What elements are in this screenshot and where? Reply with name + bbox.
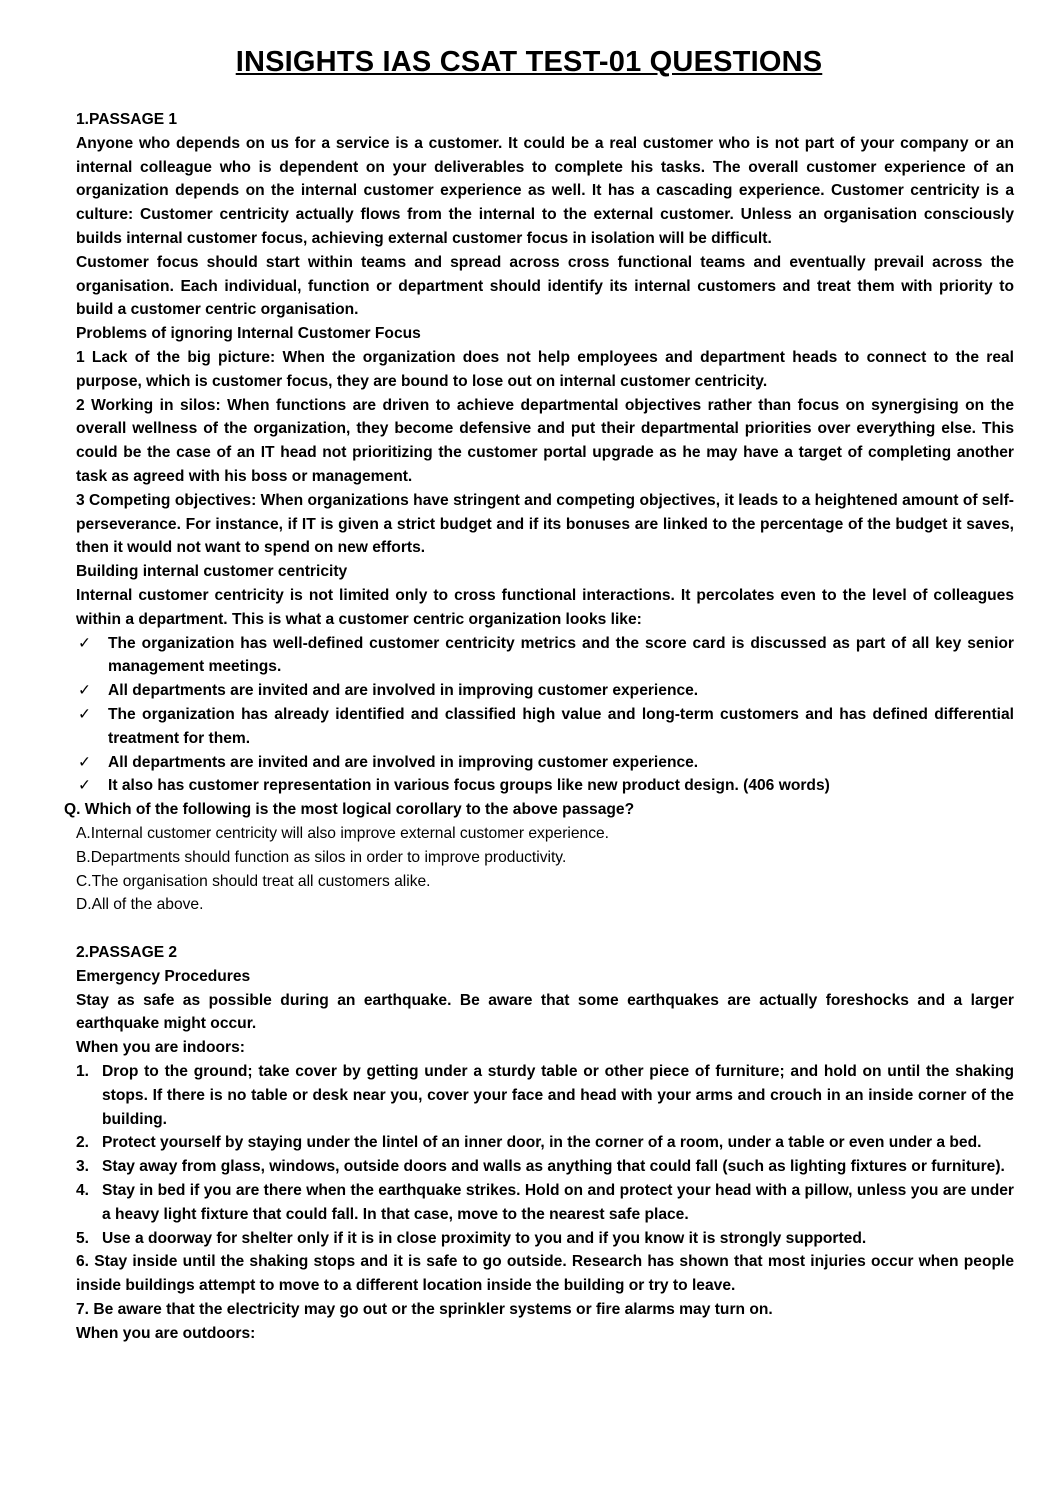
procedure-text: Stay away from glass, windows, outside doors and walls as anything that could fall (such as lighting fixtures or furniture).	[102, 1158, 1005, 1176]
option-b: B.Departments should function as silos in order to improve productivity.	[76, 848, 567, 866]
procedure-item	[76, 1060, 1014, 1131]
building-text: Internal customer centricity is not limited only to cross functional interactions. It percolates even to the level of colleagues within a department. This is what a customer centric organization looks like:	[76, 586, 1014, 628]
checklist-item-text: All departments are invited and are involved in improving customer experience.	[108, 682, 699, 700]
procedure-number: 2.	[76, 1134, 90, 1152]
checkmark-icon: ✓	[78, 682, 92, 700]
procedure-number: 3.	[76, 1158, 90, 1176]
procedure-item	[76, 1227, 1014, 1251]
indoor-procedures-list	[76, 1060, 1014, 1250]
checklist-item	[76, 751, 1014, 775]
procedure-number: 4.	[76, 1182, 90, 1200]
procedure-number: 1.	[76, 1063, 90, 1081]
passage1-paragraph-2: Customer focus should start within teams and spread across cross functional teams and eventually prevail across the organisation. Each individual, function or department should identify its internal customers and treat them with priority to build a customer centric organisation.	[76, 253, 1014, 319]
passage1-paragraph-1: Anyone who depends on us for a service is a customer. It could be a real customer who is not part of your company or an internal colleague who is dependent on your deliverables to complete his tasks. The overall customer experience of an organization depends on the internal customer experience as well. It has a cascading experience. Customer centricity is a culture: Customer centricity actually flows from the internal to the external customer. Unless an organisation consciously builds internal customer focus, achieving external customer focus in isolation will be difficult.	[76, 134, 1014, 247]
checklist-item	[76, 774, 1014, 798]
problem-item-1: 1 Lack of the big picture: When the organization does not help employees and department heads to connect to the real purpose, which is customer focus, they are bound to lose out on internal customer centricity.	[76, 348, 1014, 390]
passage2-heading: 2.PASSAGE 2	[76, 944, 178, 962]
checklist-item	[76, 703, 1014, 751]
procedure-item-6: 6. Stay inside until the shaking stops and it is safe to go outside. Research has shown that most injuries occur when people inside buildings attempt to move to a different location inside the building or try to leave.	[76, 1253, 1014, 1295]
checkmark-icon: ✓	[78, 753, 92, 771]
procedure-item-7: 7. Be aware that the electricity may go out or the sprinkler systems or fire alarms may turn on.	[76, 1301, 773, 1319]
passage1-subheading-building: Building internal customer centricity	[76, 563, 348, 581]
checkmark-icon: ✓	[78, 777, 92, 795]
indoors-heading: When you are indoors:	[76, 1039, 245, 1057]
question-text: Q. Which of the following is the most logical corollary to the above passage?	[64, 801, 635, 819]
procedure-text: Stay in bed if you are there when the earthquake strikes. Hold on and protect your head with a pillow, unless you are under a heavy light fixture that could fall. In that case, move to the nearest safe place.	[102, 1182, 1014, 1223]
procedure-number: 5.	[76, 1229, 90, 1247]
option-a: A.Internal customer centricity will also improve external customer experience.	[76, 824, 609, 842]
problem-item-2: 2 Working in silos: When functions are driven to achieve departmental objectives rather than focus on synergising on the overall wellness of the organization, they become defensive and put their departmental priorities over everything else. This could be the case of an IT head not prioritizing the customer portal upgrade as he may have a target of completing another task as agreed with his boss or management.	[76, 396, 1014, 485]
passage2-subheading: Emergency Procedures	[76, 967, 251, 985]
section-spacer	[76, 917, 1014, 941]
checklist	[76, 632, 1014, 799]
checklist-item	[76, 679, 1014, 703]
checklist-item-text: The organization has well-defined customer centricity metrics and the score card is discussed as part of all key senior management meetings.	[108, 634, 1014, 676]
procedure-text: Use a doorway for shelter only if it is in close proximity to you and if you know it is strongly supported.	[102, 1229, 867, 1247]
checklist-item-text: It also has customer representation in various focus groups like new product design. (406 words)	[108, 777, 830, 795]
procedure-text: Protect yourself by staying under the lintel of an inner door, in the corner of a room, under a table or even under a bed.	[102, 1134, 982, 1152]
page-title: INSIGHTS IAS CSAT TEST-01 QUESTIONS	[235, 46, 823, 78]
checklist-item-text: The organization has already identified and classified high value and long-term customers and has defined differential treatment for them.	[108, 705, 1014, 747]
checkmark-icon: ✓	[78, 634, 92, 652]
procedure-item	[76, 1131, 1014, 1155]
option-c: C.The organisation should treat all customers alike.	[76, 872, 431, 890]
document-body	[64, 108, 1014, 1346]
passage1-heading: 1.PASSAGE 1	[76, 111, 178, 128]
problem-item-3: 3 Competing objectives: When organizations have stringent and competing objectives, it leads to a heightened amount of self-perseverance. For instance, if IT is given a strict budget and if its bonuses are linked to the percentage of the budget it saves, then it would not want to spend on new efforts.	[76, 491, 1014, 557]
checklist-item	[76, 632, 1014, 680]
checklist-item-text: All departments are invited and are involved in improving customer experience.	[108, 753, 699, 771]
procedure-item	[76, 1179, 1014, 1227]
procedure-item	[76, 1155, 1014, 1179]
outdoors-heading: When you are outdoors:	[76, 1324, 256, 1342]
procedure-text: Drop to the ground; take cover by getting under a sturdy table or other piece of furniture; and hold on until the shaking stops. If there is no table or desk near you, cover your face and head with your arms and crouch in an inside corner of the building.	[102, 1063, 1014, 1128]
passage2-intro: Stay as safe as possible during an earthquake. Be aware that some earthquakes are actually foreshocks and a larger earthquake might occur.	[76, 991, 1014, 1033]
passage1-subheading-problems: Problems of ignoring Internal Customer Focus	[76, 325, 421, 343]
checkmark-icon: ✓	[78, 705, 92, 723]
option-d: D.All of the above.	[76, 896, 204, 914]
